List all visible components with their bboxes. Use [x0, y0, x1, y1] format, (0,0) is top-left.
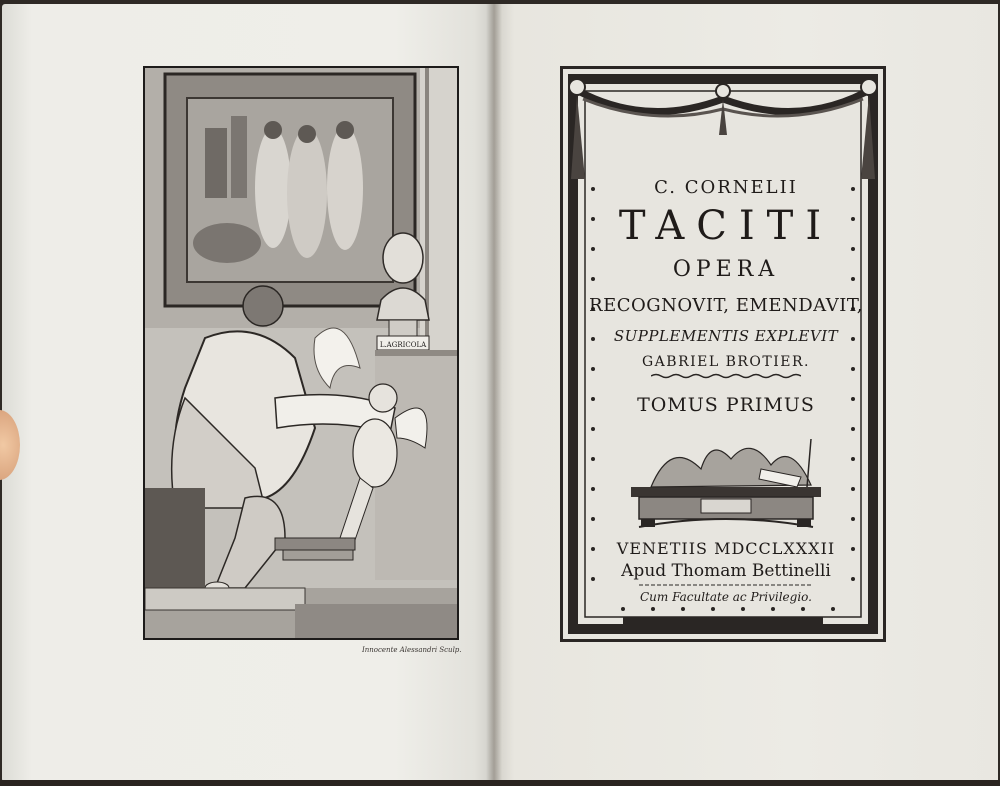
- line-recognovit: RECOGNOVIT, EMENDAVIT,: [589, 295, 863, 316]
- author-name: TACITI: [618, 203, 834, 249]
- book-gutter: [486, 4, 502, 782]
- printer-name: Apud Thomam Bettinelli: [621, 561, 831, 581]
- author-prefix: C. CORNELII: [654, 177, 798, 198]
- line-supplementis: SUPPLEMENTIS EXPLEVIT: [613, 327, 839, 345]
- place-and-year: VENETIIS MDCCLXXXII: [616, 539, 836, 558]
- work-title: OPERA: [672, 257, 780, 282]
- editor-name: GABRIEL BROTIER.: [641, 354, 810, 370]
- table-edge: [0, 780, 1000, 786]
- engraving-illustration: [145, 68, 457, 638]
- privilege-notice: Cum Facultate ac Privilegio.: [639, 590, 812, 604]
- printers-ornament: [611, 429, 841, 529]
- frontispiece-engraving: [143, 66, 459, 640]
- title-page-frame: [560, 66, 886, 642]
- volume-label: TOMUS PRIMUS: [637, 394, 815, 416]
- decorative-rule: [651, 373, 801, 379]
- bust-label: L.AGRICOLA: [379, 341, 427, 349]
- engraver-credit: Innocente Alessandri Sculp.: [362, 646, 462, 654]
- decorative-rule-lower: [639, 582, 813, 588]
